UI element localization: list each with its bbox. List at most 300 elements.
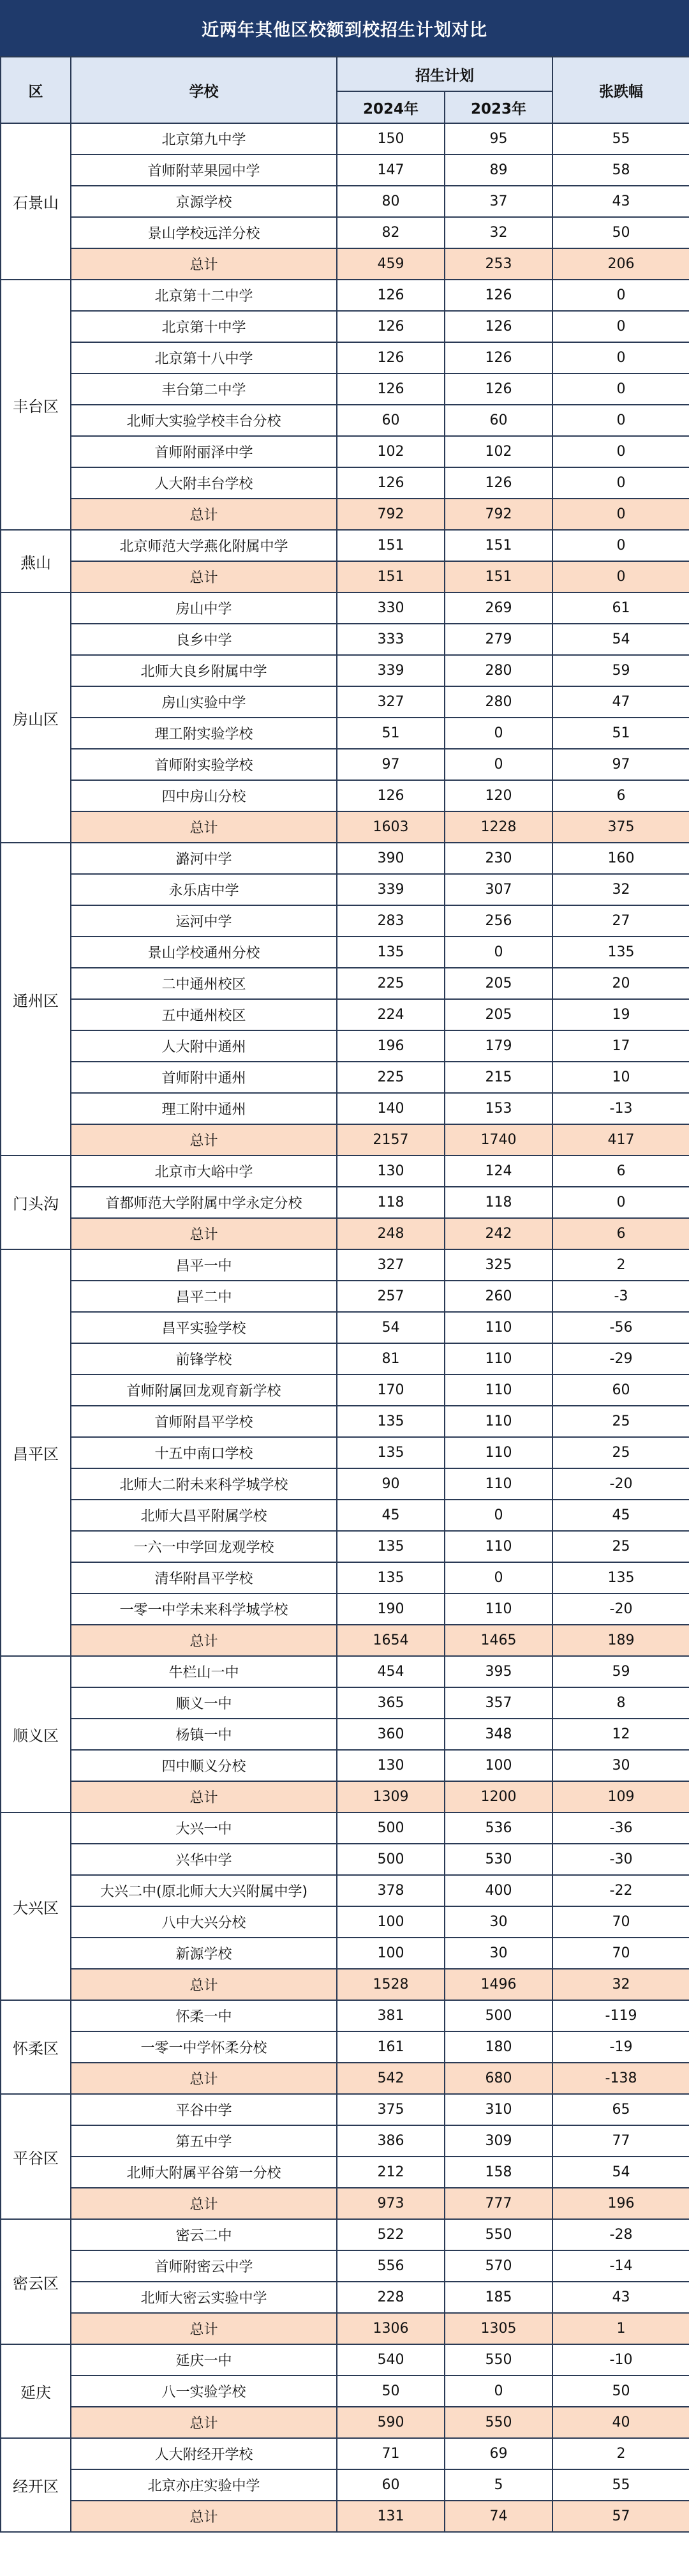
- value-2023-cell: 1465: [445, 1625, 552, 1656]
- value-2023-cell: 95: [445, 123, 552, 154]
- change-cell: -19: [552, 2031, 689, 2063]
- school-cell: 五中通州校区: [71, 999, 337, 1030]
- value-2024-cell: 381: [337, 2000, 445, 2031]
- table-row: [1, 2000, 689, 2031]
- value-2024-cell: 1654: [337, 1625, 445, 1656]
- value-2023-cell: 242: [445, 1218, 552, 1249]
- table-row: [1, 1249, 689, 1281]
- change-cell: 27: [552, 905, 689, 937]
- school-cell: 北师大二附未来科学城学校: [71, 1468, 337, 1500]
- change-cell: -3: [552, 1281, 689, 1312]
- school-cell: 一六一中学回龙观学校: [71, 1531, 337, 1562]
- value-2023-cell: 348: [445, 1719, 552, 1750]
- table-row: [1, 311, 689, 342]
- change-cell: 1: [552, 2313, 689, 2344]
- school-cell: 总计: [71, 1625, 337, 1656]
- change-cell: 12: [552, 1719, 689, 1750]
- table-row: [1, 1312, 689, 1343]
- value-2023-cell: 102: [445, 436, 552, 467]
- value-2024-cell: 71: [337, 2438, 445, 2469]
- district-cell: 燕山: [1, 530, 71, 592]
- school-cell: 牛栏山一中: [71, 1656, 337, 1687]
- value-2023-cell: 792: [445, 499, 552, 530]
- value-2023-cell: 550: [445, 2219, 552, 2250]
- value-2024-cell: 333: [337, 624, 445, 655]
- change-cell: 54: [552, 2157, 689, 2188]
- total-row: [1, 2501, 689, 2532]
- value-2023-cell: 120: [445, 780, 552, 811]
- school-cell: 前锋学校: [71, 1343, 337, 1375]
- value-2024-cell: 60: [337, 405, 445, 436]
- school-cell: 北京第十八中学: [71, 342, 337, 373]
- school-cell: 人大附丰台学校: [71, 467, 337, 499]
- value-2023-cell: 5: [445, 2469, 552, 2501]
- value-2023-cell: 118: [445, 1187, 552, 1218]
- value-2024-cell: 126: [337, 780, 445, 811]
- value-2024-cell: 135: [337, 1562, 445, 1593]
- value-2024-cell: 339: [337, 655, 445, 686]
- value-2024-cell: 378: [337, 1875, 445, 1906]
- value-2023-cell: 124: [445, 1156, 552, 1187]
- value-2024-cell: 248: [337, 1218, 445, 1249]
- district-header: 区: [1, 57, 71, 123]
- school-cell: 清华附昌平学校: [71, 1562, 337, 1593]
- value-2023-cell: 230: [445, 843, 552, 874]
- value-2024-cell: 100: [337, 1906, 445, 1938]
- change-cell: 0: [552, 405, 689, 436]
- value-2024-cell: 196: [337, 1030, 445, 1062]
- value-2023-cell: 110: [445, 1312, 552, 1343]
- header-row: [1, 57, 689, 91]
- table-row: [1, 686, 689, 718]
- value-2024-cell: 170: [337, 1375, 445, 1406]
- value-2023-cell: 74: [445, 2501, 552, 2532]
- value-2023-cell: 253: [445, 248, 552, 280]
- value-2023-cell: 69: [445, 2438, 552, 2469]
- change-cell: 25: [552, 1406, 689, 1437]
- table-row: [1, 2469, 689, 2501]
- value-2023-cell: 110: [445, 1437, 552, 1468]
- table-row: [1, 968, 689, 999]
- table-row: [1, 2438, 689, 2469]
- value-2023-cell: 110: [445, 1406, 552, 1437]
- school-cell: 总计: [71, 561, 337, 592]
- value-2024-cell: 135: [337, 1437, 445, 1468]
- change-cell: -138: [552, 2063, 689, 2094]
- value-2023-cell: 1740: [445, 1124, 552, 1156]
- school-cell: 首师附实验学校: [71, 749, 337, 780]
- table-row: [1, 1093, 689, 1124]
- value-2024-cell: 131: [337, 2501, 445, 2532]
- value-2023-cell: 307: [445, 874, 552, 905]
- change-cell: 61: [552, 592, 689, 624]
- value-2024-cell: 51: [337, 718, 445, 749]
- value-2023-cell: 280: [445, 686, 552, 718]
- value-2023-cell: 110: [445, 1531, 552, 1562]
- table-row: [1, 1719, 689, 1750]
- change-cell: -22: [552, 1875, 689, 1906]
- table-row: [1, 624, 689, 655]
- table-row: [1, 1406, 689, 1437]
- table-row: [1, 2031, 689, 2063]
- change-cell: -30: [552, 1844, 689, 1875]
- table-row: [1, 2376, 689, 2407]
- school-cell: 北京第十二中学: [71, 280, 337, 311]
- district-cell: 丰台区: [1, 280, 71, 530]
- value-2024-cell: 1528: [337, 1969, 445, 2000]
- value-2024-cell: 135: [337, 937, 445, 968]
- value-2023-cell: 151: [445, 530, 552, 561]
- value-2023-cell: 0: [445, 718, 552, 749]
- school-cell: 北师大附属平谷第一分校: [71, 2157, 337, 2188]
- table-row: [1, 2344, 689, 2376]
- school-cell: 总计: [71, 2063, 337, 2094]
- value-2023-cell: 0: [445, 2376, 552, 2407]
- total-row: [1, 1218, 689, 1249]
- change-cell: 57: [552, 2501, 689, 2532]
- value-2024-cell: 150: [337, 123, 445, 154]
- change-cell: 58: [552, 154, 689, 186]
- total-row: [1, 248, 689, 280]
- change-cell: -13: [552, 1093, 689, 1124]
- school-cell: 四中顺义分校: [71, 1750, 337, 1781]
- change-cell: -20: [552, 1593, 689, 1625]
- total-row: [1, 2188, 689, 2219]
- school-cell: 八中大兴分校: [71, 1906, 337, 1938]
- school-cell: 总计: [71, 1781, 337, 1812]
- table-row: [1, 467, 689, 499]
- table-body: [1, 123, 689, 2532]
- change-cell: 2: [552, 1249, 689, 1281]
- school-cell: 人大附中通州: [71, 1030, 337, 1062]
- value-2023-cell: 309: [445, 2125, 552, 2157]
- table-row: [1, 186, 689, 217]
- value-2024-cell: 130: [337, 1156, 445, 1187]
- table-row: [1, 123, 689, 154]
- value-2023-cell: 89: [445, 154, 552, 186]
- value-2023-cell: 32: [445, 217, 552, 248]
- change-cell: 0: [552, 280, 689, 311]
- change-cell: 25: [552, 1437, 689, 1468]
- change-cell: 97: [552, 749, 689, 780]
- school-cell: 总计: [71, 1218, 337, 1249]
- change-cell: 59: [552, 1656, 689, 1687]
- table-row: [1, 1812, 689, 1844]
- district-cell: 房山区: [1, 592, 71, 843]
- value-2023-cell: 37: [445, 186, 552, 217]
- value-2024-cell: 151: [337, 561, 445, 592]
- school-cell: 总计: [71, 2313, 337, 2344]
- change-cell: 70: [552, 1906, 689, 1938]
- school-cell: 首师附丽泽中学: [71, 436, 337, 467]
- change-cell: 0: [552, 530, 689, 561]
- value-2024-cell: 459: [337, 248, 445, 280]
- school-cell: 延庆一中: [71, 2344, 337, 2376]
- table-row: [1, 1938, 689, 1969]
- change-cell: 10: [552, 1062, 689, 1093]
- value-2024-cell: 327: [337, 1249, 445, 1281]
- school-cell: 八一实验学校: [71, 2376, 337, 2407]
- value-2024-cell: 130: [337, 1750, 445, 1781]
- school-cell: 北师大密云实验中学: [71, 2282, 337, 2313]
- change-cell: -29: [552, 1343, 689, 1375]
- change-cell: 70: [552, 1938, 689, 1969]
- value-2024-cell: 590: [337, 2407, 445, 2438]
- value-2024-cell: 522: [337, 2219, 445, 2250]
- school-cell: 永乐店中学: [71, 874, 337, 905]
- change-cell: -28: [552, 2219, 689, 2250]
- table-row: [1, 592, 689, 624]
- value-2024-cell: 224: [337, 999, 445, 1030]
- table-row: [1, 1656, 689, 1687]
- table-row: [1, 2094, 689, 2125]
- school-header: 学校: [71, 57, 337, 123]
- value-2024-cell: 1306: [337, 2313, 445, 2344]
- table-row: [1, 1500, 689, 1531]
- value-2024-cell: 151: [337, 530, 445, 561]
- total-row: [1, 1124, 689, 1156]
- table-row: [1, 937, 689, 968]
- change-cell: 77: [552, 2125, 689, 2157]
- change-cell: 0: [552, 436, 689, 467]
- value-2023-cell: 110: [445, 1343, 552, 1375]
- school-cell: 景山学校通州分校: [71, 937, 337, 968]
- school-cell: 大兴二中(原北师大大兴附属中学): [71, 1875, 337, 1906]
- school-cell: 总计: [71, 811, 337, 843]
- school-cell: 潞河中学: [71, 843, 337, 874]
- value-2023-cell: 126: [445, 467, 552, 499]
- value-2024-cell: 365: [337, 1687, 445, 1719]
- school-cell: 总计: [71, 248, 337, 280]
- total-row: [1, 499, 689, 530]
- table-row: [1, 405, 689, 436]
- value-2024-cell: 1309: [337, 1781, 445, 1812]
- school-cell: 一零一中学怀柔分校: [71, 2031, 337, 2063]
- value-2024-cell: 454: [337, 1656, 445, 1687]
- change-cell: 45: [552, 1500, 689, 1531]
- table-row: [1, 1906, 689, 1938]
- value-2024-cell: 161: [337, 2031, 445, 2063]
- total-row: [1, 2407, 689, 2438]
- table-row: [1, 1187, 689, 1218]
- school-cell: 首师附中通州: [71, 1062, 337, 1093]
- school-cell: 总计: [71, 1969, 337, 2000]
- value-2024-cell: 126: [337, 342, 445, 373]
- change-cell: 40: [552, 2407, 689, 2438]
- value-2024-cell: 360: [337, 1719, 445, 1750]
- district-cell: 经开区: [1, 2438, 71, 2532]
- school-cell: 新源学校: [71, 1938, 337, 1969]
- district-cell: 顺义区: [1, 1656, 71, 1812]
- table-row: [1, 373, 689, 405]
- value-2023-cell: 256: [445, 905, 552, 937]
- school-cell: 良乡中学: [71, 624, 337, 655]
- value-2024-cell: 225: [337, 1062, 445, 1093]
- total-row: [1, 561, 689, 592]
- page-title: 近两年其他区校额到校招生计划对比: [0, 0, 689, 56]
- value-2024-cell: 80: [337, 186, 445, 217]
- value-2023-cell: 530: [445, 1844, 552, 1875]
- value-2023-cell: 0: [445, 1500, 552, 1531]
- value-2024-cell: 339: [337, 874, 445, 905]
- table-row: [1, 1468, 689, 1500]
- school-cell: 首师附昌平学校: [71, 1406, 337, 1437]
- change-cell: 50: [552, 2376, 689, 2407]
- change-cell: 0: [552, 1187, 689, 1218]
- value-2024-cell: 542: [337, 2063, 445, 2094]
- value-2023-cell: 325: [445, 1249, 552, 1281]
- change-cell: 6: [552, 1218, 689, 1249]
- change-cell: 51: [552, 718, 689, 749]
- change-cell: 417: [552, 1124, 689, 1156]
- value-2024-cell: 283: [337, 905, 445, 937]
- district-cell: 密云区: [1, 2219, 71, 2344]
- value-2023-cell: 550: [445, 2407, 552, 2438]
- table-row: [1, 843, 689, 874]
- district-cell: 通州区: [1, 843, 71, 1156]
- change-cell: -36: [552, 1812, 689, 1844]
- table-row: [1, 1062, 689, 1093]
- enrollment-table: [0, 56, 689, 2533]
- change-cell: -10: [552, 2344, 689, 2376]
- change-cell: 0: [552, 561, 689, 592]
- value-2023-cell: 100: [445, 1750, 552, 1781]
- table-row: [1, 1687, 689, 1719]
- value-2024-cell: 126: [337, 311, 445, 342]
- year-2023-header: 2023年: [445, 91, 552, 123]
- change-cell: -119: [552, 2000, 689, 2031]
- school-cell: 一零一中学未来科学城学校: [71, 1593, 337, 1625]
- table-row: [1, 999, 689, 1030]
- change-cell: 206: [552, 248, 689, 280]
- change-cell: 55: [552, 2469, 689, 2501]
- table-row: [1, 530, 689, 561]
- school-cell: 怀柔一中: [71, 2000, 337, 2031]
- value-2024-cell: 500: [337, 1812, 445, 1844]
- value-2023-cell: 110: [445, 1375, 552, 1406]
- value-2023-cell: 500: [445, 2000, 552, 2031]
- table-row: [1, 2250, 689, 2282]
- value-2024-cell: 228: [337, 2282, 445, 2313]
- school-cell: 北师大昌平附属学校: [71, 1500, 337, 1531]
- change-cell: 55: [552, 123, 689, 154]
- value-2023-cell: 310: [445, 2094, 552, 2125]
- school-cell: 平谷中学: [71, 2094, 337, 2125]
- change-cell: 32: [552, 874, 689, 905]
- value-2024-cell: 90: [337, 1468, 445, 1500]
- value-2023-cell: 269: [445, 592, 552, 624]
- change-cell: -20: [552, 1468, 689, 1500]
- change-cell: 47: [552, 686, 689, 718]
- value-2024-cell: 540: [337, 2344, 445, 2376]
- value-2023-cell: 110: [445, 1593, 552, 1625]
- value-2024-cell: 973: [337, 2188, 445, 2219]
- value-2023-cell: 536: [445, 1812, 552, 1844]
- value-2024-cell: 100: [337, 1938, 445, 1969]
- value-2024-cell: 212: [337, 2157, 445, 2188]
- school-cell: 昌平一中: [71, 1249, 337, 1281]
- value-2023-cell: 158: [445, 2157, 552, 2188]
- total-row: [1, 1969, 689, 2000]
- school-cell: 理工附中通州: [71, 1093, 337, 1124]
- value-2023-cell: 1305: [445, 2313, 552, 2344]
- change-cell: 65: [552, 2094, 689, 2125]
- table-row: [1, 874, 689, 905]
- value-2023-cell: 126: [445, 373, 552, 405]
- value-2024-cell: 375: [337, 2094, 445, 2125]
- school-cell: 首师附属回龙观育新学校: [71, 1375, 337, 1406]
- school-cell: 房山中学: [71, 592, 337, 624]
- change-cell: 0: [552, 311, 689, 342]
- value-2024-cell: 45: [337, 1500, 445, 1531]
- district-cell: 怀柔区: [1, 2000, 71, 2094]
- school-cell: 昌平实验学校: [71, 1312, 337, 1343]
- change-cell: 189: [552, 1625, 689, 1656]
- value-2023-cell: 0: [445, 937, 552, 968]
- value-2023-cell: 153: [445, 1093, 552, 1124]
- school-cell: 杨镇一中: [71, 1719, 337, 1750]
- change-cell: 0: [552, 499, 689, 530]
- change-cell: 109: [552, 1781, 689, 1812]
- value-2024-cell: 792: [337, 499, 445, 530]
- change-cell: 30: [552, 1750, 689, 1781]
- school-cell: 人大附经开学校: [71, 2438, 337, 2469]
- change-cell: 59: [552, 655, 689, 686]
- value-2023-cell: 205: [445, 968, 552, 999]
- school-cell: 理工附实验学校: [71, 718, 337, 749]
- value-2023-cell: 0: [445, 1562, 552, 1593]
- school-cell: 北京亦庄实验中学: [71, 2469, 337, 2501]
- district-cell: 大兴区: [1, 1812, 71, 2000]
- value-2023-cell: 126: [445, 342, 552, 373]
- value-2024-cell: 126: [337, 280, 445, 311]
- change-cell: 60: [552, 1375, 689, 1406]
- school-cell: 密云二中: [71, 2219, 337, 2250]
- total-row: [1, 2063, 689, 2094]
- value-2023-cell: 30: [445, 1938, 552, 1969]
- table-row: [1, 1375, 689, 1406]
- table-row: [1, 1562, 689, 1593]
- change-cell: 0: [552, 373, 689, 405]
- change-cell: 17: [552, 1030, 689, 1062]
- value-2024-cell: 225: [337, 968, 445, 999]
- value-2023-cell: 1496: [445, 1969, 552, 2000]
- table-row: [1, 1875, 689, 1906]
- table-row: [1, 718, 689, 749]
- school-cell: 第五中学: [71, 2125, 337, 2157]
- change-cell: 375: [552, 811, 689, 843]
- table-row: [1, 2125, 689, 2157]
- table-row: [1, 154, 689, 186]
- district-cell: 延庆: [1, 2344, 71, 2438]
- change-cell: 2: [552, 2438, 689, 2469]
- school-cell: 北师大良乡附属中学: [71, 655, 337, 686]
- table-row: [1, 436, 689, 467]
- school-cell: 总计: [71, 1124, 337, 1156]
- value-2024-cell: 390: [337, 843, 445, 874]
- district-cell: 昌平区: [1, 1249, 71, 1656]
- value-2024-cell: 257: [337, 1281, 445, 1312]
- school-cell: 北京第九中学: [71, 123, 337, 154]
- school-cell: 大兴一中: [71, 1812, 337, 1844]
- value-2024-cell: 102: [337, 436, 445, 467]
- plan-header: 招生计划: [337, 57, 552, 91]
- table-row: [1, 217, 689, 248]
- school-cell: 十五中南口学校: [71, 1437, 337, 1468]
- table-row: [1, 2157, 689, 2188]
- change-header: 张跌幅: [552, 57, 689, 123]
- school-cell: 兴华中学: [71, 1844, 337, 1875]
